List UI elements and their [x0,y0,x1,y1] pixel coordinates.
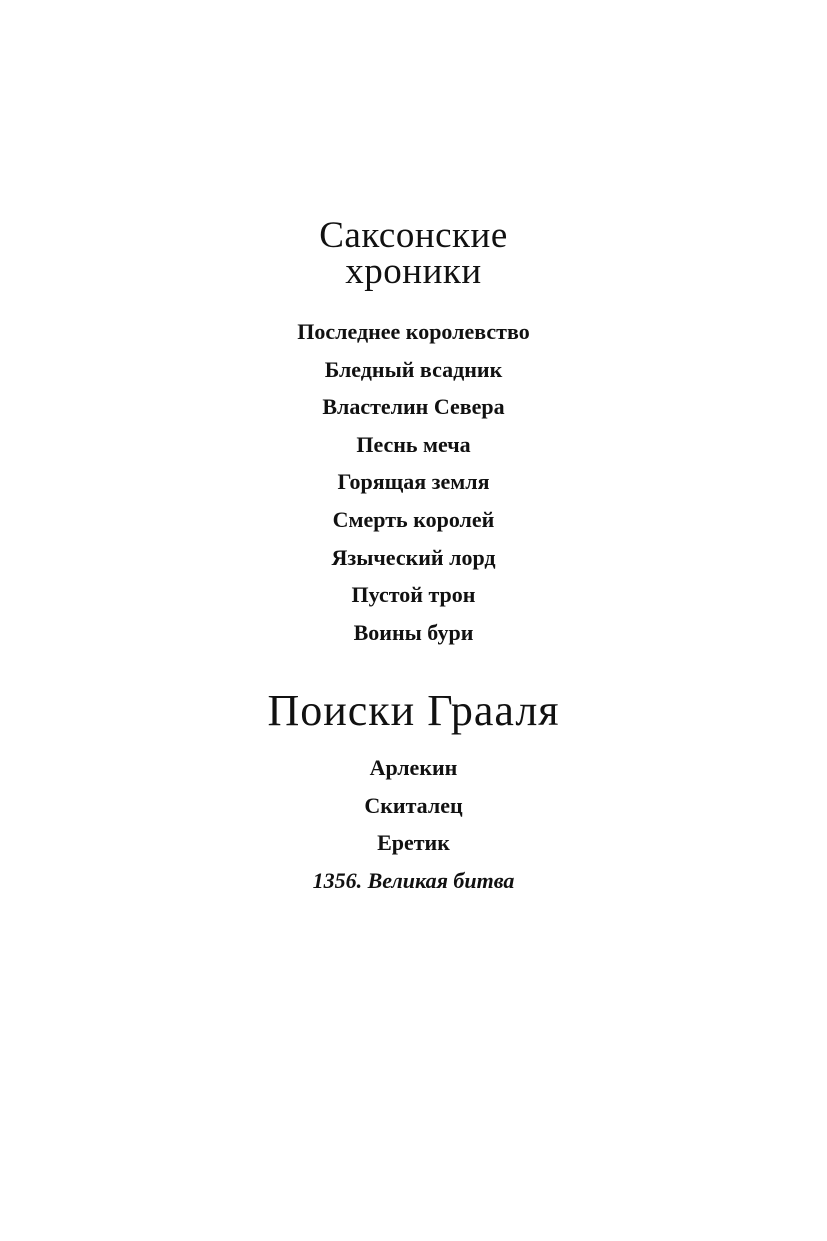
book-title: 1356. Великая битва [312,867,515,893]
series-title-grail: Поиски Грааля [267,686,560,735]
series-title-saxon-line1: Саксонские [319,215,508,256]
book-title: Еретик [377,830,450,855]
grail-book-list [0,749,827,899]
book-title: Скиталец [364,792,463,818]
book-title: Властелин Севера [322,394,505,420]
book-title: Горящая земля [337,469,490,495]
book-title: Воины бури [353,619,474,645]
book-title: Последнее королевство [297,319,530,344]
book-title: Языческий лорд [331,544,496,570]
saxon-book-list [0,313,827,651]
series-title-saxon-line2: хроники [345,251,482,292]
book-title: Арлекин [369,755,458,780]
book-title: Бледный всадник [324,356,503,382]
saxon-chronicles-section [0,215,827,651]
book-title: Смерть королей [332,506,495,532]
book-title: Пустой трон [351,582,476,608]
series-title-saxon [0,215,827,292]
grail-quest-section [0,686,827,899]
book-title: Песнь меча [356,431,471,457]
